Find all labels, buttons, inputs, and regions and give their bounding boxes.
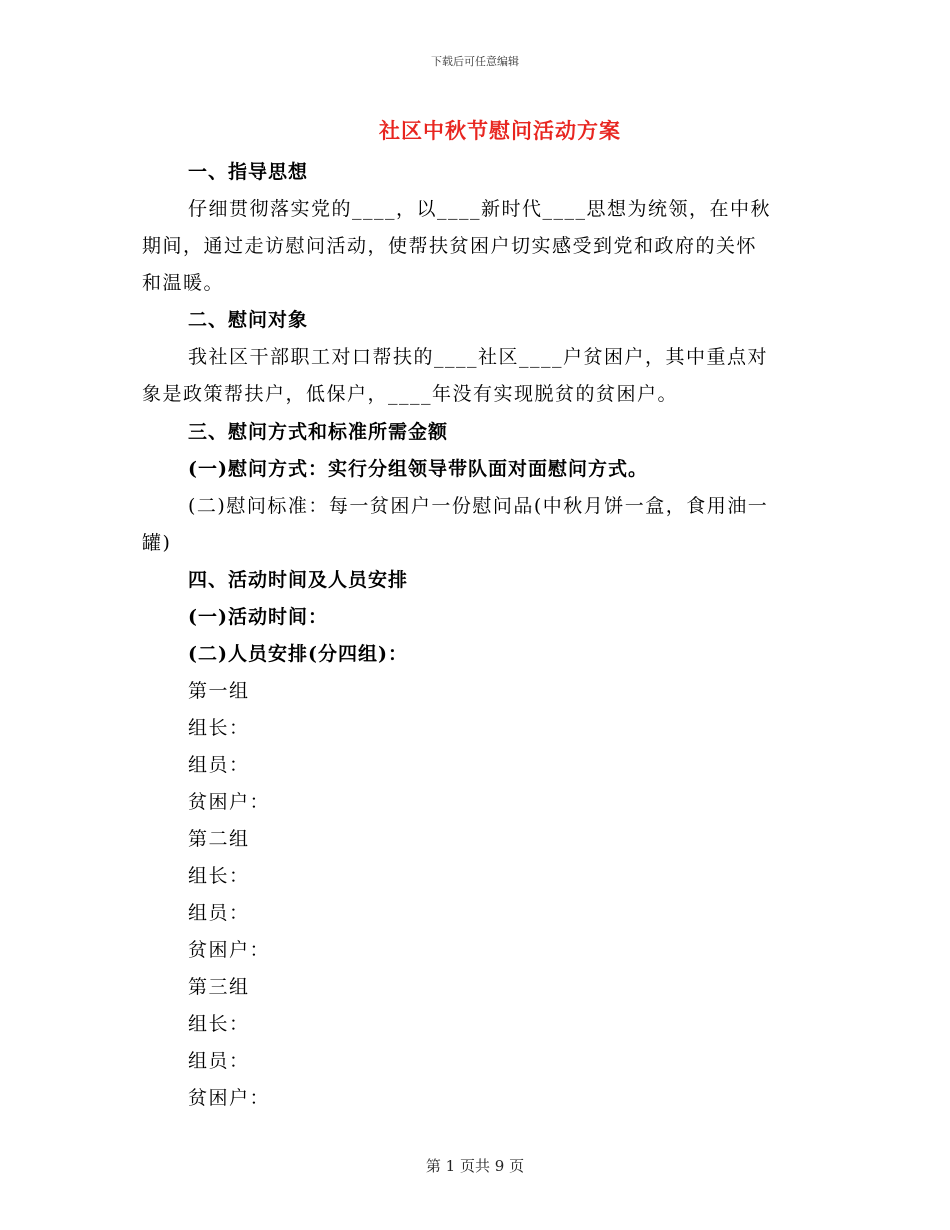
paragraph-line: 罐) bbox=[142, 532, 172, 554]
section-heading-targets: 二、慰问对象 bbox=[188, 309, 309, 331]
group-leader-label: 组长： bbox=[188, 865, 250, 887]
section-heading-methods: 三、慰问方式和标准所需金额 bbox=[188, 421, 449, 443]
subheading-time: (一)活动时间： bbox=[188, 606, 328, 628]
section-heading-guiding-ideology: 一、指导思想 bbox=[188, 161, 309, 183]
group-members-label: 组员： bbox=[188, 1050, 250, 1072]
paragraph-line: 仔细贯彻落实党的____，以____新时代____思想为统领，在中秋 bbox=[188, 198, 772, 220]
subheading-staff: (二)人员安排(分四组)： bbox=[188, 643, 408, 665]
group-label: 第二组 bbox=[188, 828, 250, 850]
paragraph-line: 我社区干部职工对口帮扶的____社区____户贫困户，其中重点对 bbox=[188, 346, 769, 368]
page-number-footer: 第 1 页共 9 页 bbox=[425, 1157, 525, 1175]
group-label: 第三组 bbox=[188, 976, 250, 998]
paragraph-line: (二)慰问标准：每一贫困户一份慰问品(中秋月饼一盒，食用油一 bbox=[188, 495, 769, 517]
group-households-label: 贫困户： bbox=[188, 939, 271, 961]
subheading-method: (一)慰问方式：实行分组领导带队面对面慰问方式。 bbox=[188, 458, 648, 480]
group-leader-label: 组长： bbox=[188, 717, 250, 739]
group-members-label: 组员： bbox=[188, 754, 250, 776]
group-leader-label: 组长： bbox=[188, 1013, 250, 1035]
section-heading-schedule: 四、活动时间及人员安排 bbox=[188, 569, 409, 591]
group-label: 第一组 bbox=[188, 680, 250, 702]
group-households-label: 贫困户： bbox=[188, 791, 271, 813]
group-households-label: 贫困户： bbox=[188, 1087, 271, 1109]
document-title: 社区中秋节慰问活动方案 bbox=[379, 118, 621, 143]
group-members-label: 组员： bbox=[188, 902, 250, 924]
header-note: 下载后可任意编辑 bbox=[431, 55, 519, 68]
paragraph-line: 期间，通过走访慰问活动，使帮扶贫困户切实感受到党和政府的关怀 bbox=[142, 235, 758, 257]
paragraph-line: 和温暖。 bbox=[142, 272, 225, 294]
paragraph-line: 象是政策帮扶户，低保户，____年没有实现脱贫的贫困户。 bbox=[142, 383, 679, 405]
